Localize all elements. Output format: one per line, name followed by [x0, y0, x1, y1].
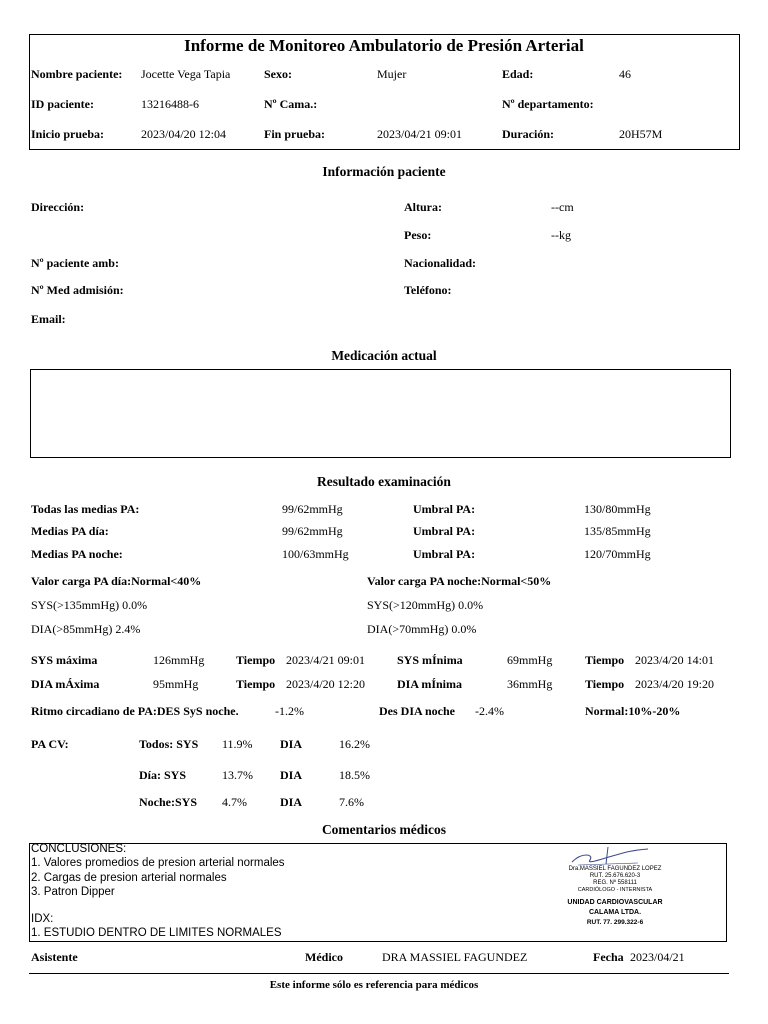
- sys-min-value: 69mmHg: [507, 653, 553, 667]
- cv-row-label: Día: SYS: [139, 768, 187, 782]
- fecha-value: 2023/04/21: [630, 950, 685, 964]
- footer-note: Este informe sólo es referencia para médicos: [269, 979, 479, 991]
- cv-dia-label: DIA: [280, 795, 303, 809]
- comment-line: IDX:: [31, 913, 54, 925]
- id-label: ID paciente:: [31, 97, 94, 111]
- carga-noche-label: Valor carga PA noche:Normal<50%: [367, 574, 552, 588]
- sexo-label: Sexo:: [264, 67, 292, 81]
- inicio-value: 2023/04/20 12:04: [141, 127, 227, 141]
- cv-row-label: Noche:SYS: [139, 795, 198, 809]
- medico-value: DRA MASSIEL FAGUNDEZ: [382, 950, 528, 964]
- duracion-value: 20H57M: [619, 127, 663, 141]
- umbral-value: 120/70mmHg: [584, 547, 651, 561]
- signature-icon: [568, 846, 658, 868]
- cv-dia-label: DIA: [280, 768, 303, 782]
- dia-max-time: 2023/4/20 12:20: [286, 677, 366, 691]
- sys-noche-load: SYS(>120mmHg) 0.0%: [367, 598, 484, 612]
- medication-section-title: Medicación actual: [331, 348, 437, 363]
- comment-line: 1. ESTUDIO DENTRO DE LIMITES NORMALES: [31, 927, 282, 939]
- des-dia-value: -2.4%: [475, 704, 504, 718]
- cv-row-label: Todos: SYS: [139, 737, 199, 751]
- footer-divider: [29, 973, 729, 974]
- sys-max-time: 2023/4/21 09:01: [286, 653, 366, 667]
- nacionalidad-label: Nacionalidad:: [404, 256, 477, 270]
- dia-max-value: 95mmHg: [153, 677, 199, 691]
- comment-line: 2. Cargas de presion arterial normales: [31, 872, 227, 884]
- sys-min-label: SYS mÍnima: [397, 653, 463, 667]
- report-title: Informe de Monitoreo Ambulatorio de Presión Arterial: [184, 36, 584, 55]
- comment-line: 3. Patron Dipper: [31, 886, 115, 898]
- cv-dia-value: 18.5%: [339, 768, 370, 782]
- fin-value: 2023/04/21 09:01: [377, 127, 463, 141]
- direccion-label: Dirección:: [31, 200, 85, 214]
- dia-min-value: 36mmHg: [507, 677, 553, 691]
- cv-dia-value: 7.6%: [339, 795, 364, 809]
- ritmo-value: -1.2%: [275, 704, 304, 718]
- amb-label: Nº paciente amb:: [31, 256, 119, 270]
- cv-dia-value: 16.2%: [339, 737, 370, 751]
- cv-sys-value: 4.7%: [222, 795, 247, 809]
- comment-line: 1. Valores promedios de presion arterial normales: [31, 857, 285, 869]
- duracion-label: Duración:: [502, 127, 554, 141]
- asistente-label: Asistente: [31, 950, 78, 964]
- fin-label: Fin prueba:: [264, 127, 326, 141]
- dia-noche-load: DIA(>70mmHg) 0.0%: [367, 622, 477, 636]
- cv-sys-value: 13.7%: [222, 768, 253, 782]
- umbral-label: Umbral PA:: [413, 547, 476, 561]
- sexo-value: Mujer: [377, 67, 407, 81]
- tiempo-label: Tiempo: [585, 677, 625, 691]
- tiempo-label: Tiempo: [236, 653, 276, 667]
- result-row-value: 99/62mmHg: [282, 524, 343, 538]
- cv-sys-value: 11.9%: [222, 737, 253, 751]
- umbral-label: Umbral PA:: [413, 502, 476, 516]
- altura-label: Altura:: [404, 200, 442, 214]
- medico-label: Médico: [305, 950, 343, 964]
- carga-dia-label: Valor carga PA día:Normal<40%: [31, 574, 202, 588]
- peso-value: --kg: [551, 228, 571, 242]
- peso-label: Peso:: [404, 228, 432, 242]
- fecha-label: Fecha: [593, 950, 624, 964]
- nombre-value: Jocette Vega Tapia: [141, 67, 231, 81]
- cama-label: Nº Cama.:: [264, 97, 318, 111]
- stamp-spec: CARDIÓLOGO - INTERNISTA: [577, 887, 653, 893]
- results-section-title: Resultado examinación: [317, 474, 451, 489]
- stamp-city: CALAMA LTDA.: [588, 909, 642, 916]
- comments-section-title: Comentarios médicos: [321, 822, 447, 837]
- dia-min-time: 2023/4/20 19:20: [635, 677, 715, 691]
- stamp-reg: REG. Nº 558111: [593, 880, 637, 886]
- pacv-label: PA CV:: [31, 737, 69, 751]
- med-admision-label: Nº Med admisión:: [31, 283, 124, 297]
- tiempo-label: Tiempo: [236, 677, 276, 691]
- result-row-label: Medias PA noche:: [31, 547, 123, 561]
- stamp-unit: UNIDAD CARDIOVASCULAR: [567, 899, 663, 906]
- nombre-label: Nombre paciente:: [31, 67, 123, 81]
- dia-max-label: DIA mÁxima: [31, 677, 100, 691]
- telefono-label: Teléfono:: [404, 283, 452, 297]
- sys-max-label: SYS máxima: [31, 653, 98, 667]
- comment-line: CONCLUSIONES:: [31, 843, 127, 855]
- inicio-label: Inicio prueba:: [31, 127, 105, 141]
- ritmo-label: Ritmo circadiano de PA:DES SyS noche.: [31, 704, 239, 718]
- altura-value: --cm: [551, 200, 574, 214]
- sys-max-value: 126mmHg: [153, 653, 205, 667]
- umbral-label: Umbral PA:: [413, 524, 476, 538]
- result-row-label: Todas las medias PA:: [31, 502, 140, 516]
- email-label: Email:: [31, 312, 66, 326]
- edad-value: 46: [619, 67, 631, 81]
- edad-label: Edad:: [502, 67, 534, 81]
- stamp-name: Dra.MASSIEL FAGUNDEZ LOPEZ: [568, 866, 662, 872]
- medication-box: [30, 369, 731, 458]
- umbral-value: 135/85mmHg: [584, 524, 651, 538]
- sys-min-time: 2023/4/20 14:01: [635, 653, 715, 667]
- result-row-value: 99/62mmHg: [282, 502, 343, 516]
- id-value: 13216488-6: [141, 97, 199, 111]
- umbral-value: 130/80mmHg: [584, 502, 651, 516]
- patient-section-title: Información paciente: [322, 164, 446, 179]
- result-row-value: 100/63mmHg: [282, 547, 349, 561]
- stamp-rut2: RUT. 77. 299.322-6: [586, 919, 644, 926]
- dia-dia-load: DIA(>85mmHg) 2.4%: [31, 622, 141, 636]
- depto-label: Nº departamento:: [502, 97, 594, 111]
- result-row-label: Medias PA día:: [31, 524, 109, 538]
- stamp-rut: RUT. 25.676.620-3: [589, 873, 641, 879]
- dia-min-label: DIA mÍnima: [397, 677, 463, 691]
- tiempo-label: Tiempo: [585, 653, 625, 667]
- cv-dia-label: DIA: [280, 737, 303, 751]
- normal-range-label: Normal:10%-20%: [585, 704, 681, 718]
- des-dia-label: Des DIA noche: [379, 704, 456, 718]
- sys-dia-load: SYS(>135mmHg) 0.0%: [31, 598, 148, 612]
